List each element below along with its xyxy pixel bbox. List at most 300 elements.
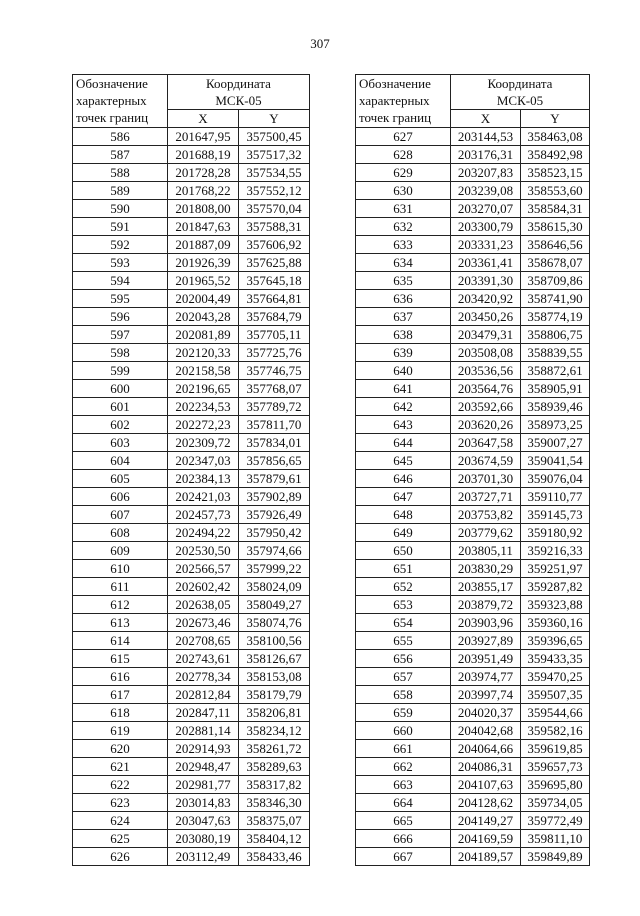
table-row (73, 308, 310, 326)
x-coordinate-cell: 203620,26 (451, 416, 521, 434)
x-coordinate-cell: 202494,22 (168, 524, 239, 542)
coordinate-header: Координата МСК-05 (168, 75, 310, 110)
point-number-cell: 630 (356, 182, 451, 200)
table-row (73, 344, 310, 362)
x-coordinate-cell: 203951,49 (451, 650, 521, 668)
y-coordinate-cell: 358678,07 (521, 254, 590, 272)
table-row (356, 794, 590, 812)
table-row (73, 578, 310, 596)
table-row (356, 452, 590, 470)
table-row (356, 668, 590, 686)
y-coordinate-cell: 357999,22 (239, 560, 310, 578)
y-coordinate-cell: 357588,31 (239, 218, 310, 236)
table-row (73, 254, 310, 272)
x-coordinate-cell: 202043,28 (168, 308, 239, 326)
x-coordinate-cell: 202120,33 (168, 344, 239, 362)
x-coordinate-cell: 203047,63 (168, 812, 239, 830)
table-row (73, 614, 310, 632)
table-row (356, 650, 590, 668)
x-coordinate-cell: 203779,62 (451, 524, 521, 542)
table-row (356, 776, 590, 794)
y-coordinate-cell: 357625,88 (239, 254, 310, 272)
table-row (73, 632, 310, 650)
x-coordinate-cell: 204042,68 (451, 722, 521, 740)
point-number-cell: 642 (356, 398, 451, 416)
point-number-cell: 639 (356, 344, 451, 362)
point-label-header: Обозначение характерных точек границ (356, 75, 451, 128)
x-coordinate-cell: 202234,53 (168, 398, 239, 416)
x-coordinate-cell: 202638,05 (168, 596, 239, 614)
y-coordinate-cell: 359360,16 (521, 614, 590, 632)
y-coordinate-cell: 357705,11 (239, 326, 310, 344)
y-coordinate-cell: 358126,67 (239, 650, 310, 668)
table-row (73, 434, 310, 452)
x-coordinate-cell: 202530,50 (168, 542, 239, 560)
x-coordinate-cell: 204086,31 (451, 758, 521, 776)
x-coordinate-cell: 203879,72 (451, 596, 521, 614)
y-coordinate-cell: 358346,30 (239, 794, 310, 812)
x-coordinate-cell: 201647,95 (168, 128, 239, 146)
x-coordinate-cell: 202847,11 (168, 704, 239, 722)
point-number-cell: 657 (356, 668, 451, 686)
y-coordinate-cell: 358872,61 (521, 362, 590, 380)
point-number-cell: 590 (73, 200, 168, 218)
coordinates-table-left (72, 74, 310, 866)
table-row (356, 146, 590, 164)
table-row (73, 542, 310, 560)
table-row (73, 452, 310, 470)
point-number-cell: 624 (73, 812, 168, 830)
table-row (73, 650, 310, 668)
table-row (356, 128, 590, 146)
point-number-cell: 660 (356, 722, 451, 740)
x-coordinate-cell: 203508,08 (451, 344, 521, 362)
y-coordinate-cell: 358939,46 (521, 398, 590, 416)
table-row (356, 560, 590, 578)
point-number-cell: 616 (73, 668, 168, 686)
y-coordinate-cell: 358375,07 (239, 812, 310, 830)
x-coordinate-cell: 203014,83 (168, 794, 239, 812)
y-coordinate-cell: 357645,18 (239, 272, 310, 290)
x-coordinate-cell: 202158,58 (168, 362, 239, 380)
y-coordinate-cell: 359287,82 (521, 578, 590, 596)
point-number-cell: 654 (356, 614, 451, 632)
y-coordinate-cell: 358074,76 (239, 614, 310, 632)
point-number-cell: 659 (356, 704, 451, 722)
y-coordinate-cell: 358261,72 (239, 740, 310, 758)
y-coordinate-cell: 359145,73 (521, 506, 590, 524)
x-column-header: X (168, 110, 239, 128)
x-coordinate-cell: 202981,77 (168, 776, 239, 794)
table-row (356, 254, 590, 272)
table-row (356, 308, 590, 326)
point-number-cell: 609 (73, 542, 168, 560)
x-coordinate-cell: 204020,37 (451, 704, 521, 722)
point-number-cell: 597 (73, 326, 168, 344)
y-coordinate-cell: 358646,56 (521, 236, 590, 254)
table-row (73, 848, 310, 866)
table-row (73, 668, 310, 686)
point-number-cell: 631 (356, 200, 451, 218)
point-number-cell: 647 (356, 488, 451, 506)
y-coordinate-cell: 359582,16 (521, 722, 590, 740)
table-row (356, 398, 590, 416)
point-number-cell: 661 (356, 740, 451, 758)
point-number-cell: 608 (73, 524, 168, 542)
table-row (356, 200, 590, 218)
y-coordinate-cell: 359396,65 (521, 632, 590, 650)
point-number-cell: 621 (73, 758, 168, 776)
table-row (356, 524, 590, 542)
y-coordinate-cell: 359734,05 (521, 794, 590, 812)
table-row (73, 524, 310, 542)
x-coordinate-cell: 203361,41 (451, 254, 521, 272)
point-number-cell: 638 (356, 326, 451, 344)
y-coordinate-cell: 358317,82 (239, 776, 310, 794)
y-coordinate-cell: 357552,12 (239, 182, 310, 200)
table-row (356, 596, 590, 614)
point-number-cell: 627 (356, 128, 451, 146)
y-coordinate-cell: 357500,45 (239, 128, 310, 146)
x-coordinate-cell: 203701,30 (451, 470, 521, 488)
y-coordinate-cell: 358806,75 (521, 326, 590, 344)
x-coordinate-cell: 202778,34 (168, 668, 239, 686)
table-row (356, 380, 590, 398)
x-coordinate-cell: 203144,53 (451, 128, 521, 146)
y-coordinate-cell: 358024,09 (239, 578, 310, 596)
y-coordinate-cell: 357606,92 (239, 236, 310, 254)
point-number-cell: 615 (73, 650, 168, 668)
point-number-cell: 644 (356, 434, 451, 452)
x-coordinate-cell: 203420,92 (451, 290, 521, 308)
point-number-cell: 612 (73, 596, 168, 614)
table-row (73, 380, 310, 398)
table-row (73, 470, 310, 488)
y-coordinate-cell: 358492,98 (521, 146, 590, 164)
y-coordinate-cell: 359251,97 (521, 560, 590, 578)
x-coordinate-cell: 203176,31 (451, 146, 521, 164)
point-number-cell: 617 (73, 686, 168, 704)
y-coordinate-cell: 359470,25 (521, 668, 590, 686)
point-number-cell: 633 (356, 236, 451, 254)
point-number-cell: 636 (356, 290, 451, 308)
x-coordinate-cell: 203727,71 (451, 488, 521, 506)
y-coordinate-cell: 358973,25 (521, 416, 590, 434)
point-number-cell: 634 (356, 254, 451, 272)
x-coordinate-cell: 202948,47 (168, 758, 239, 776)
point-number-cell: 601 (73, 398, 168, 416)
point-number-cell: 586 (73, 128, 168, 146)
table-row (356, 740, 590, 758)
y-coordinate-cell: 358584,31 (521, 200, 590, 218)
left-table-body (73, 128, 310, 866)
y-coordinate-cell: 359076,04 (521, 470, 590, 488)
x-coordinate-cell: 203830,29 (451, 560, 521, 578)
point-number-cell: 650 (356, 542, 451, 560)
y-coordinate-cell: 358100,56 (239, 632, 310, 650)
y-coordinate-cell: 357974,66 (239, 542, 310, 560)
x-coordinate-cell: 201965,52 (168, 272, 239, 290)
point-number-cell: 643 (356, 416, 451, 434)
table-row (73, 506, 310, 524)
y-coordinate-cell: 357789,72 (239, 398, 310, 416)
point-number-cell: 618 (73, 704, 168, 722)
x-coordinate-cell: 202881,14 (168, 722, 239, 740)
y-coordinate-cell: 358404,12 (239, 830, 310, 848)
y-coordinate-cell: 357902,89 (239, 488, 310, 506)
table-row (73, 398, 310, 416)
point-number-cell: 610 (73, 560, 168, 578)
table-row (73, 182, 310, 200)
table-row (73, 812, 310, 830)
table-row (356, 812, 590, 830)
point-number-cell: 641 (356, 380, 451, 398)
table-row (73, 488, 310, 506)
x-coordinate-cell: 203753,82 (451, 506, 521, 524)
y-coordinate-cell: 358709,86 (521, 272, 590, 290)
x-coordinate-cell: 204189,57 (451, 848, 521, 866)
point-number-cell: 620 (73, 740, 168, 758)
table-row (73, 740, 310, 758)
point-number-cell: 664 (356, 794, 451, 812)
table-row (356, 758, 590, 776)
point-number-cell: 589 (73, 182, 168, 200)
y-coordinate-cell: 358289,63 (239, 758, 310, 776)
point-number-cell: 587 (73, 146, 168, 164)
x-coordinate-cell: 202004,49 (168, 290, 239, 308)
point-number-cell: 666 (356, 830, 451, 848)
point-number-cell: 619 (73, 722, 168, 740)
table-row (356, 182, 590, 200)
x-coordinate-cell: 203674,59 (451, 452, 521, 470)
x-coordinate-cell: 202602,42 (168, 578, 239, 596)
y-coordinate-cell: 357768,07 (239, 380, 310, 398)
x-coordinate-cell: 203592,66 (451, 398, 521, 416)
x-coordinate-cell: 202708,65 (168, 632, 239, 650)
y-coordinate-cell: 359695,80 (521, 776, 590, 794)
point-number-cell: 600 (73, 380, 168, 398)
point-number-cell: 635 (356, 272, 451, 290)
x-coordinate-cell: 203479,31 (451, 326, 521, 344)
x-coordinate-cell: 201926,39 (168, 254, 239, 272)
x-coordinate-cell: 202347,03 (168, 452, 239, 470)
x-coordinate-cell: 201768,22 (168, 182, 239, 200)
y-coordinate-cell: 357811,70 (239, 416, 310, 434)
y-coordinate-cell: 358049,27 (239, 596, 310, 614)
table-row (73, 758, 310, 776)
y-coordinate-cell: 358774,19 (521, 308, 590, 326)
point-number-cell: 667 (356, 848, 451, 866)
y-coordinate-cell: 357879,61 (239, 470, 310, 488)
y-column-header: Y (521, 110, 590, 128)
x-coordinate-cell: 203239,08 (451, 182, 521, 200)
x-coordinate-cell: 204064,66 (451, 740, 521, 758)
point-number-cell: 596 (73, 308, 168, 326)
table-row (356, 722, 590, 740)
point-number-cell: 592 (73, 236, 168, 254)
table-row (73, 704, 310, 722)
y-coordinate-cell: 359619,85 (521, 740, 590, 758)
y-coordinate-cell: 358153,08 (239, 668, 310, 686)
point-number-cell: 599 (73, 362, 168, 380)
y-coordinate-cell: 359772,49 (521, 812, 590, 830)
table-row (73, 686, 310, 704)
x-coordinate-cell: 203927,89 (451, 632, 521, 650)
point-number-cell: 640 (356, 362, 451, 380)
y-column-header: Y (239, 110, 310, 128)
point-number-cell: 656 (356, 650, 451, 668)
y-coordinate-cell: 359507,35 (521, 686, 590, 704)
x-coordinate-cell: 203974,77 (451, 668, 521, 686)
table-row (73, 560, 310, 578)
coordinates-table-right (355, 74, 590, 866)
y-coordinate-cell: 359323,88 (521, 596, 590, 614)
point-number-cell: 598 (73, 344, 168, 362)
x-coordinate-cell: 203536,56 (451, 362, 521, 380)
table-row (356, 614, 590, 632)
point-number-cell: 607 (73, 506, 168, 524)
point-number-cell: 613 (73, 614, 168, 632)
x-coordinate-cell: 203564,76 (451, 380, 521, 398)
point-number-cell: 632 (356, 218, 451, 236)
point-number-cell: 602 (73, 416, 168, 434)
table-row (73, 290, 310, 308)
table-row (356, 542, 590, 560)
x-coordinate-cell: 203207,83 (451, 164, 521, 182)
page-number: 307 (310, 36, 330, 51)
x-coordinate-cell: 201808,00 (168, 200, 239, 218)
table-row (73, 794, 310, 812)
x-coordinate-cell: 201688,19 (168, 146, 239, 164)
x-coordinate-cell: 203270,07 (451, 200, 521, 218)
table-row (356, 434, 590, 452)
y-coordinate-cell: 358741,90 (521, 290, 590, 308)
point-number-cell: 665 (356, 812, 451, 830)
table-row (356, 290, 590, 308)
y-coordinate-cell: 359110,77 (521, 488, 590, 506)
y-coordinate-cell: 358615,30 (521, 218, 590, 236)
table-row (73, 200, 310, 218)
point-number-cell: 623 (73, 794, 168, 812)
x-coordinate-cell: 203112,49 (168, 848, 239, 866)
point-number-cell: 658 (356, 686, 451, 704)
y-coordinate-cell: 357834,01 (239, 434, 310, 452)
table-row (73, 722, 310, 740)
table-row (356, 506, 590, 524)
table-row (73, 416, 310, 434)
point-number-cell: 646 (356, 470, 451, 488)
table-row (356, 362, 590, 380)
x-coordinate-cell: 201847,63 (168, 218, 239, 236)
table-row (73, 326, 310, 344)
y-coordinate-cell: 359180,92 (521, 524, 590, 542)
y-coordinate-cell: 357856,65 (239, 452, 310, 470)
point-number-cell: 603 (73, 434, 168, 452)
y-coordinate-cell: 358463,08 (521, 128, 590, 146)
table-row (356, 236, 590, 254)
table-row (356, 344, 590, 362)
table-row (356, 164, 590, 182)
y-coordinate-cell: 358905,91 (521, 380, 590, 398)
point-number-cell: 605 (73, 470, 168, 488)
table-row (73, 146, 310, 164)
table-row (356, 470, 590, 488)
table-row (73, 362, 310, 380)
point-number-cell: 626 (73, 848, 168, 866)
x-coordinate-cell: 202566,57 (168, 560, 239, 578)
point-number-cell: 652 (356, 578, 451, 596)
point-number-cell: 649 (356, 524, 451, 542)
y-coordinate-cell: 359433,35 (521, 650, 590, 668)
x-coordinate-cell: 203805,11 (451, 542, 521, 560)
table-row (356, 632, 590, 650)
y-coordinate-cell: 357746,75 (239, 362, 310, 380)
table-row (73, 596, 310, 614)
table-row (356, 272, 590, 290)
table-row (356, 848, 590, 866)
table-row (73, 164, 310, 182)
table-row (356, 704, 590, 722)
table-row (356, 488, 590, 506)
y-coordinate-cell: 358523,15 (521, 164, 590, 182)
y-coordinate-cell: 359216,33 (521, 542, 590, 560)
x-coordinate-cell: 202421,03 (168, 488, 239, 506)
point-number-cell: 651 (356, 560, 451, 578)
point-number-cell: 629 (356, 164, 451, 182)
point-number-cell: 591 (73, 218, 168, 236)
y-coordinate-cell: 359544,66 (521, 704, 590, 722)
y-coordinate-cell: 357534,55 (239, 164, 310, 182)
table-row (356, 326, 590, 344)
y-coordinate-cell: 358179,79 (239, 686, 310, 704)
point-number-cell: 606 (73, 488, 168, 506)
y-coordinate-cell: 358553,60 (521, 182, 590, 200)
y-coordinate-cell: 359657,73 (521, 758, 590, 776)
point-number-cell: 648 (356, 506, 451, 524)
y-coordinate-cell: 357684,79 (239, 308, 310, 326)
point-number-cell: 628 (356, 146, 451, 164)
x-coordinate-cell: 202914,93 (168, 740, 239, 758)
table-row (73, 776, 310, 794)
point-number-cell: 663 (356, 776, 451, 794)
table-row (73, 830, 310, 848)
point-number-cell: 614 (73, 632, 168, 650)
point-number-cell: 625 (73, 830, 168, 848)
x-coordinate-cell: 203080,19 (168, 830, 239, 848)
x-coordinate-cell: 202812,84 (168, 686, 239, 704)
x-coordinate-cell: 202309,72 (168, 434, 239, 452)
y-coordinate-cell: 359041,54 (521, 452, 590, 470)
x-coordinate-cell: 202384,13 (168, 470, 239, 488)
x-coordinate-cell: 204149,27 (451, 812, 521, 830)
y-coordinate-cell: 358206,81 (239, 704, 310, 722)
point-label-header: Обозначение характерных точек границ (73, 75, 168, 128)
x-coordinate-cell: 202196,65 (168, 380, 239, 398)
x-coordinate-cell: 202743,61 (168, 650, 239, 668)
y-coordinate-cell: 359007,27 (521, 434, 590, 452)
point-number-cell: 637 (356, 308, 451, 326)
x-coordinate-cell: 203855,17 (451, 578, 521, 596)
x-column-header: X (451, 110, 521, 128)
table-row (356, 686, 590, 704)
right-table-body (356, 128, 590, 866)
table-row (73, 128, 310, 146)
table-row (356, 416, 590, 434)
x-coordinate-cell: 203450,26 (451, 308, 521, 326)
point-number-cell: 622 (73, 776, 168, 794)
y-coordinate-cell: 357950,42 (239, 524, 310, 542)
y-coordinate-cell: 359811,10 (521, 830, 590, 848)
